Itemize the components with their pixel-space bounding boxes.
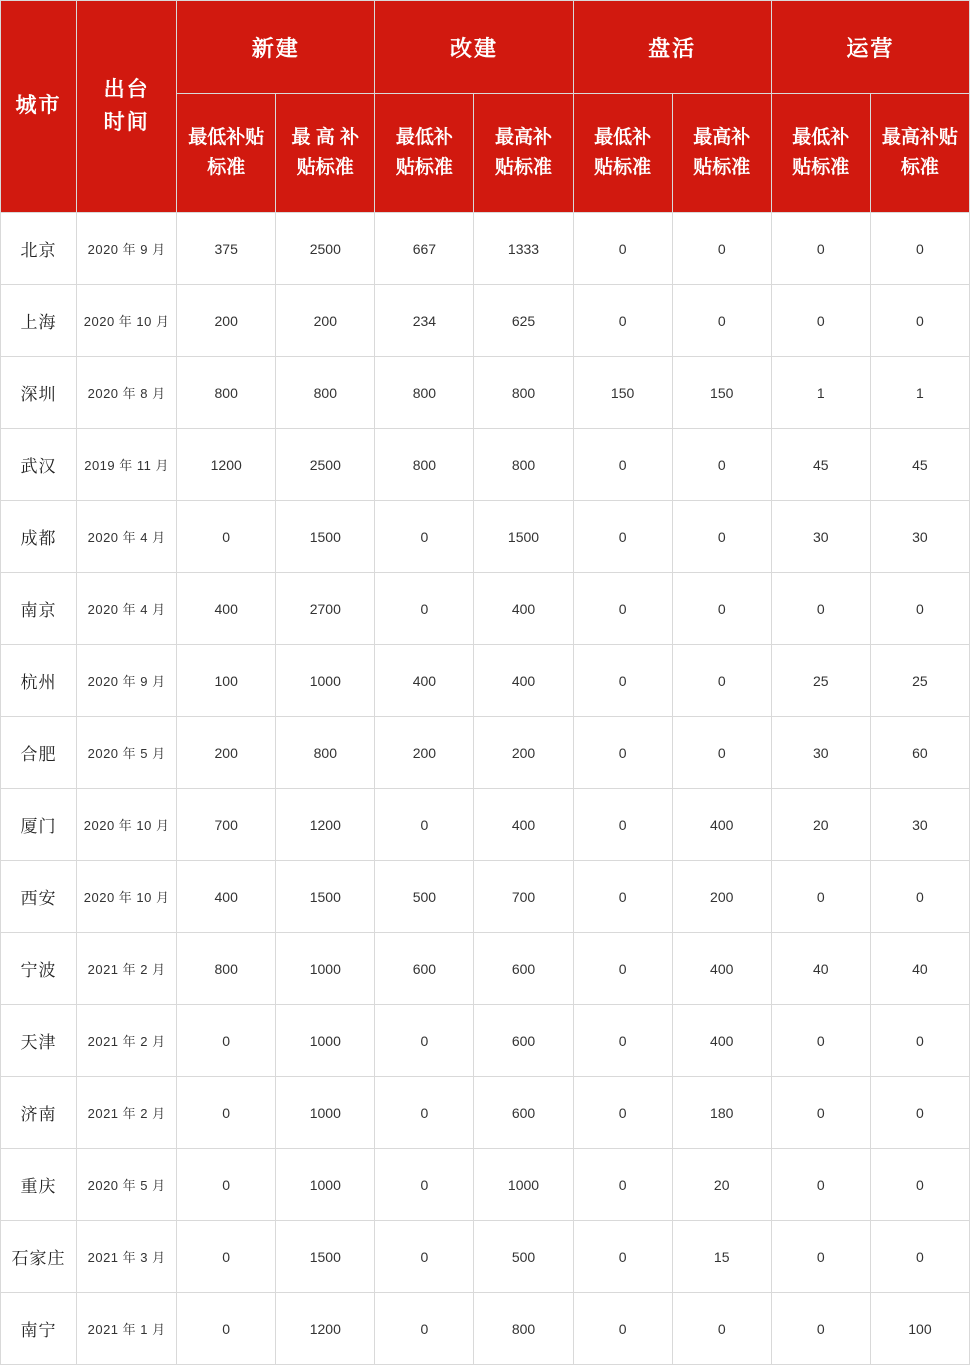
cell-city: 济南 (1, 1077, 77, 1149)
cell-value: 700 (177, 789, 276, 861)
cell-value: 0 (672, 501, 771, 573)
cell-value: 0 (573, 573, 672, 645)
cell-city: 合肥 (1, 717, 77, 789)
table-row (1, 1077, 970, 1149)
cell-value: 180 (672, 1077, 771, 1149)
cell-value: 0 (672, 1293, 771, 1365)
cell-value: 0 (375, 573, 474, 645)
cell-value: 30 (771, 717, 870, 789)
header-city: 城市 (1, 1, 77, 213)
header-sub-7 (870, 94, 969, 213)
cell-value: 0 (177, 1293, 276, 1365)
cell-value: 1200 (276, 1293, 375, 1365)
cell-value: 400 (375, 645, 474, 717)
header-sub-5 (672, 94, 771, 213)
cell-value: 0 (375, 1221, 474, 1293)
cell-value: 1000 (276, 1149, 375, 1221)
cell-value: 0 (771, 1149, 870, 1221)
cell-value: 45 (870, 429, 969, 501)
header-sub-1 (276, 94, 375, 213)
cell-value: 0 (771, 1293, 870, 1365)
cell-date: 2021 年 1 月 (77, 1293, 177, 1365)
cell-value: 800 (474, 357, 573, 429)
cell-value: 400 (672, 1005, 771, 1077)
cell-value: 700 (474, 861, 573, 933)
header-sub-2-line2: 贴标准 (395, 157, 453, 178)
header-group-renovation: 改建 (375, 1, 573, 94)
cell-value: 0 (672, 429, 771, 501)
cell-value: 0 (573, 1077, 672, 1149)
cell-value: 2500 (276, 213, 375, 285)
cell-value: 100 (870, 1293, 969, 1365)
cell-value: 0 (375, 1077, 474, 1149)
cell-value: 0 (771, 1077, 870, 1149)
header-sub-6-line1: 最低补 (792, 126, 850, 148)
cell-value: 200 (375, 717, 474, 789)
cell-city: 南宁 (1, 1293, 77, 1365)
cell-value: 1000 (276, 645, 375, 717)
header-sub-6 (771, 94, 870, 213)
cell-value: 0 (771, 861, 870, 933)
cell-value: 0 (573, 429, 672, 501)
cell-value: 600 (474, 1077, 573, 1149)
cell-value: 667 (375, 213, 474, 285)
header-sub-1-line2: 贴标准 (296, 157, 354, 178)
cell-value: 0 (870, 1005, 969, 1077)
cell-value: 1500 (276, 1221, 375, 1293)
cell-value: 0 (672, 213, 771, 285)
table-row (1, 1221, 970, 1293)
cell-date: 2020 年 5 月 (77, 717, 177, 789)
cell-value: 1 (771, 357, 870, 429)
cell-value: 800 (177, 933, 276, 1005)
header-sub-6-line2: 贴标准 (792, 157, 850, 178)
cell-date: 2019 年 11 月 (77, 429, 177, 501)
table-row (1, 1149, 970, 1221)
cell-value: 0 (771, 1005, 870, 1077)
cell-value: 150 (672, 357, 771, 429)
cell-value: 400 (672, 933, 771, 1005)
cell-value: 2500 (276, 429, 375, 501)
cell-value: 200 (672, 861, 771, 933)
cell-value: 0 (177, 1005, 276, 1077)
cell-value: 0 (672, 285, 771, 357)
cell-value: 45 (771, 429, 870, 501)
cell-date: 2020 年 5 月 (77, 1149, 177, 1221)
cell-value: 20 (771, 789, 870, 861)
cell-value: 500 (474, 1221, 573, 1293)
header-sub-7-line2: 标准 (900, 157, 939, 178)
cell-value: 40 (870, 933, 969, 1005)
cell-value: 0 (573, 933, 672, 1005)
cell-value: 0 (573, 285, 672, 357)
cell-value: 625 (474, 285, 573, 357)
cell-value: 2700 (276, 573, 375, 645)
cell-city: 天津 (1, 1005, 77, 1077)
cell-city: 西安 (1, 861, 77, 933)
cell-date: 2021 年 2 月 (77, 1005, 177, 1077)
table-row (1, 357, 970, 429)
header-sub-2-line1: 最低补 (395, 126, 453, 148)
cell-value: 400 (474, 645, 573, 717)
header-group-operation: 运营 (771, 1, 969, 94)
header-sub-0 (177, 94, 276, 213)
cell-date: 2020 年 10 月 (77, 789, 177, 861)
header-sub-0-line1: 最低补贴 (188, 126, 265, 148)
cell-value: 200 (177, 285, 276, 357)
cell-value: 0 (573, 501, 672, 573)
header-sub-3 (474, 94, 573, 213)
cell-value: 30 (771, 501, 870, 573)
cell-value: 800 (276, 717, 375, 789)
cell-date: 2021 年 3 月 (77, 1221, 177, 1293)
header-sub-1-line1: 最 高 补 (291, 126, 360, 148)
cell-value: 600 (474, 1005, 573, 1077)
header-sub-4 (573, 94, 672, 213)
header-sub-5-line1: 最高补 (693, 126, 751, 148)
cell-city: 厦门 (1, 789, 77, 861)
cell-value: 800 (276, 357, 375, 429)
cell-value: 800 (375, 357, 474, 429)
header-date-line1: 出台 (103, 77, 150, 101)
table-row (1, 789, 970, 861)
cell-value: 25 (771, 645, 870, 717)
cell-value: 375 (177, 213, 276, 285)
header-date (77, 1, 177, 213)
table-header (1, 1, 970, 213)
cell-value: 1500 (276, 861, 375, 933)
cell-value: 0 (573, 213, 672, 285)
cell-value: 600 (375, 933, 474, 1005)
cell-date: 2021 年 2 月 (77, 933, 177, 1005)
cell-value: 0 (573, 861, 672, 933)
header-sub-4-line1: 最低补 (594, 126, 652, 148)
cell-value: 1000 (276, 1005, 375, 1077)
cell-value: 0 (672, 717, 771, 789)
cell-value: 0 (573, 645, 672, 717)
cell-value: 400 (177, 573, 276, 645)
table-row (1, 933, 970, 1005)
cell-value: 1000 (276, 1077, 375, 1149)
cell-value: 600 (474, 933, 573, 1005)
cell-value: 0 (177, 1149, 276, 1221)
cell-city: 深圳 (1, 357, 77, 429)
table-row (1, 861, 970, 933)
cell-value: 0 (870, 1077, 969, 1149)
cell-value: 1 (870, 357, 969, 429)
cell-value: 0 (870, 573, 969, 645)
cell-value: 200 (276, 285, 375, 357)
cell-value: 1200 (276, 789, 375, 861)
cell-value: 0 (573, 1149, 672, 1221)
cell-date: 2020 年 4 月 (77, 573, 177, 645)
cell-value: 1000 (276, 933, 375, 1005)
cell-city: 石家庄 (1, 1221, 77, 1293)
cell-city: 杭州 (1, 645, 77, 717)
cell-city: 南京 (1, 573, 77, 645)
cell-value: 500 (375, 861, 474, 933)
cell-date: 2020 年 10 月 (77, 285, 177, 357)
cell-value: 0 (771, 213, 870, 285)
header-group-new-build: 新建 (177, 1, 375, 94)
cell-value: 0 (177, 1077, 276, 1149)
cell-value: 0 (870, 285, 969, 357)
cell-value: 200 (474, 717, 573, 789)
cell-value: 15 (672, 1221, 771, 1293)
cell-value: 400 (474, 789, 573, 861)
header-sub-5-line2: 贴标准 (693, 157, 751, 178)
cell-value: 200 (177, 717, 276, 789)
header-sub-7-line1: 最高补贴 (881, 126, 958, 148)
cell-value: 60 (870, 717, 969, 789)
cell-value: 0 (375, 1149, 474, 1221)
cell-date: 2020 年 9 月 (77, 213, 177, 285)
cell-value: 0 (573, 717, 672, 789)
cell-value: 0 (870, 213, 969, 285)
cell-value: 0 (375, 501, 474, 573)
table-row (1, 429, 970, 501)
cell-value: 40 (771, 933, 870, 1005)
cell-value: 1500 (474, 501, 573, 573)
cell-value: 0 (177, 501, 276, 573)
cell-value: 20 (672, 1149, 771, 1221)
cell-value: 0 (870, 1221, 969, 1293)
header-sub-0-line2: 标准 (207, 157, 246, 178)
cell-city: 宁波 (1, 933, 77, 1005)
cell-date: 2020 年 8 月 (77, 357, 177, 429)
cell-value: 0 (177, 1221, 276, 1293)
cell-date: 2020 年 9 月 (77, 645, 177, 717)
cell-value: 800 (177, 357, 276, 429)
cell-value: 0 (573, 789, 672, 861)
cell-city: 重庆 (1, 1149, 77, 1221)
header-group-revitalization: 盘活 (573, 1, 771, 94)
header-sub-4-line2: 贴标准 (594, 157, 652, 178)
table-row (1, 645, 970, 717)
cell-value: 0 (771, 285, 870, 357)
cell-value: 0 (375, 789, 474, 861)
table-row (1, 285, 970, 357)
cell-value: 0 (672, 645, 771, 717)
table-row (1, 1293, 970, 1365)
table-row (1, 573, 970, 645)
table-row (1, 717, 970, 789)
cell-value: 0 (573, 1005, 672, 1077)
header-sub-2 (375, 94, 474, 213)
cell-value: 400 (672, 789, 771, 861)
cell-date: 2020 年 4 月 (77, 501, 177, 573)
cell-value: 400 (474, 573, 573, 645)
cell-date: 2021 年 2 月 (77, 1077, 177, 1149)
cell-value: 1000 (474, 1149, 573, 1221)
cell-value: 800 (474, 429, 573, 501)
cell-value: 0 (771, 1221, 870, 1293)
cell-value: 0 (375, 1005, 474, 1077)
cell-value: 800 (375, 429, 474, 501)
cell-city: 上海 (1, 285, 77, 357)
header-date-line2: 时间 (103, 110, 150, 134)
cell-value: 0 (375, 1293, 474, 1365)
cell-city: 北京 (1, 213, 77, 285)
cell-value: 30 (870, 501, 969, 573)
cell-value: 1333 (474, 213, 573, 285)
cell-value: 100 (177, 645, 276, 717)
header-sub-3-line1: 最高补 (495, 126, 553, 148)
cell-value: 150 (573, 357, 672, 429)
cell-value: 0 (870, 861, 969, 933)
cell-value: 0 (672, 573, 771, 645)
cell-value: 1200 (177, 429, 276, 501)
cell-value: 0 (870, 1149, 969, 1221)
cell-city: 武汉 (1, 429, 77, 501)
table-row (1, 213, 970, 285)
cell-value: 30 (870, 789, 969, 861)
cell-date: 2020 年 10 月 (77, 861, 177, 933)
header-sub-3-line2: 贴标准 (495, 157, 553, 178)
cell-value: 1500 (276, 501, 375, 573)
cell-value: 234 (375, 285, 474, 357)
cell-value: 400 (177, 861, 276, 933)
table-row (1, 501, 970, 573)
cell-value: 0 (771, 573, 870, 645)
cell-city: 成都 (1, 501, 77, 573)
cell-value: 0 (573, 1221, 672, 1293)
cell-value: 25 (870, 645, 969, 717)
cell-value: 0 (573, 1293, 672, 1365)
header-row-groups (1, 1, 970, 94)
table-row (1, 1005, 970, 1077)
cell-value: 800 (474, 1293, 573, 1365)
